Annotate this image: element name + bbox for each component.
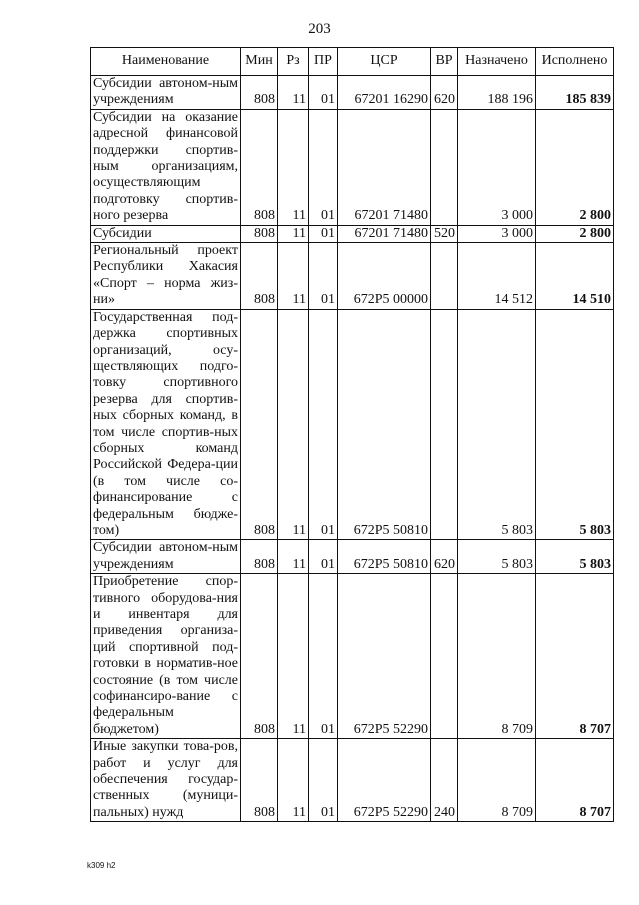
header-vr: ВР (431, 48, 458, 76)
row-assigned: 188 196 (458, 76, 536, 110)
row-rz: 11 (278, 574, 309, 739)
row-vr (431, 574, 458, 739)
row-pr: 01 (309, 225, 338, 242)
row-min: 808 (241, 739, 278, 822)
row-executed: 14 510 (536, 243, 614, 310)
row-executed: 8 707 (536, 574, 614, 739)
header-min: Мин (241, 48, 278, 76)
row-name: Субсидии автоном-ным учреждениям (91, 540, 241, 574)
row-vr (431, 109, 458, 225)
row-executed: 2 800 (536, 109, 614, 225)
row-name: Субсидии (91, 225, 241, 242)
row-vr: 520 (431, 225, 458, 242)
table-row (91, 225, 614, 242)
row-assigned: 3 000 (458, 225, 536, 242)
footer-code: k309 h2 (87, 861, 116, 870)
row-name: Субсидии автоном-ным учреждениям (91, 76, 241, 110)
row-pr: 01 (309, 109, 338, 225)
row-pr: 01 (309, 574, 338, 739)
row-min: 808 (241, 540, 278, 574)
table-row (91, 76, 614, 110)
row-min: 808 (241, 76, 278, 110)
row-assigned: 3 000 (458, 109, 536, 225)
row-rz: 11 (278, 739, 309, 822)
row-assigned: 8 709 (458, 739, 536, 822)
row-pr: 01 (309, 540, 338, 574)
row-min: 808 (241, 574, 278, 739)
row-vr (431, 243, 458, 310)
table-row (91, 739, 614, 822)
row-vr (431, 309, 458, 540)
budget-table (90, 47, 614, 822)
row-rz: 11 (278, 540, 309, 574)
row-assigned: 14 512 (458, 243, 536, 310)
row-vr: 620 (431, 540, 458, 574)
row-min: 808 (241, 109, 278, 225)
row-name: Региональный проект Республики Хакасия «Спорт – норма жиз-ни» (91, 243, 241, 310)
row-name: Субсидии на оказание адресной финансовой поддержки спортив-ным организациям, осуществляющим подготовку спортив-ного резерва (91, 109, 241, 225)
table-row (91, 574, 614, 739)
row-executed: 2 800 (536, 225, 614, 242)
header-pr: ПР (309, 48, 338, 76)
row-rz: 11 (278, 309, 309, 540)
row-csr: 67201 71480 (338, 109, 431, 225)
row-pr: 01 (309, 309, 338, 540)
header-executed: Исполнено (536, 48, 614, 76)
row-assigned: 8 709 (458, 574, 536, 739)
table-row (91, 109, 614, 225)
table-header-row (91, 48, 614, 76)
row-rz: 11 (278, 225, 309, 242)
row-pr: 01 (309, 76, 338, 110)
row-executed: 185 839 (536, 76, 614, 110)
row-min: 808 (241, 243, 278, 310)
row-csr: 672P5 52290 (338, 574, 431, 739)
page-number: 203 (308, 21, 331, 37)
header-rz: Рз (278, 48, 309, 76)
row-assigned: 5 803 (458, 540, 536, 574)
row-csr: 67201 16290 (338, 76, 431, 110)
row-executed: 5 803 (536, 540, 614, 574)
row-executed: 5 803 (536, 309, 614, 540)
row-csr: 67201 71480 (338, 225, 431, 242)
table-row (91, 309, 614, 540)
header-name: Наименование (91, 48, 241, 76)
row-vr: 240 (431, 739, 458, 822)
row-executed: 8 707 (536, 739, 614, 822)
row-pr: 01 (309, 739, 338, 822)
row-min: 808 (241, 309, 278, 540)
row-name: Приобретение спор-тивного оборудова-ния и инвентаря для приведения организа-ций спортивной под-готовки в норматив-ное состояние (в том числе софинансиро-вание с федеральным бюджетом) (91, 574, 241, 739)
row-min: 808 (241, 225, 278, 242)
row-rz: 11 (278, 76, 309, 110)
header-csr: ЦСР (338, 48, 431, 76)
row-csr: 672P5 50810 (338, 309, 431, 540)
row-csr: 672P5 50810 (338, 540, 431, 574)
row-name: Иные закупки това-ров, работ и услуг для обеспечения государ-ственных (муници-пальных) нужд (91, 739, 241, 822)
row-csr: 672P5 00000 (338, 243, 431, 310)
row-csr: 672P5 52290 (338, 739, 431, 822)
row-name: Государственная под-держка спортивных организаций, осу-ществляющих подго-товку спортивного резерва для спортив-ных сборных команд, в том числе спортив-ных сборных команд Российской Федера-ции (в том числе со-финансирование с федеральным бюдже-том) (91, 309, 241, 540)
header-assigned: Назначено (458, 48, 536, 76)
row-pr: 01 (309, 243, 338, 310)
row-rz: 11 (278, 243, 309, 310)
table-row (91, 243, 614, 310)
row-vr: 620 (431, 76, 458, 110)
table-row (91, 540, 614, 574)
row-assigned: 5 803 (458, 309, 536, 540)
row-rz: 11 (278, 109, 309, 225)
